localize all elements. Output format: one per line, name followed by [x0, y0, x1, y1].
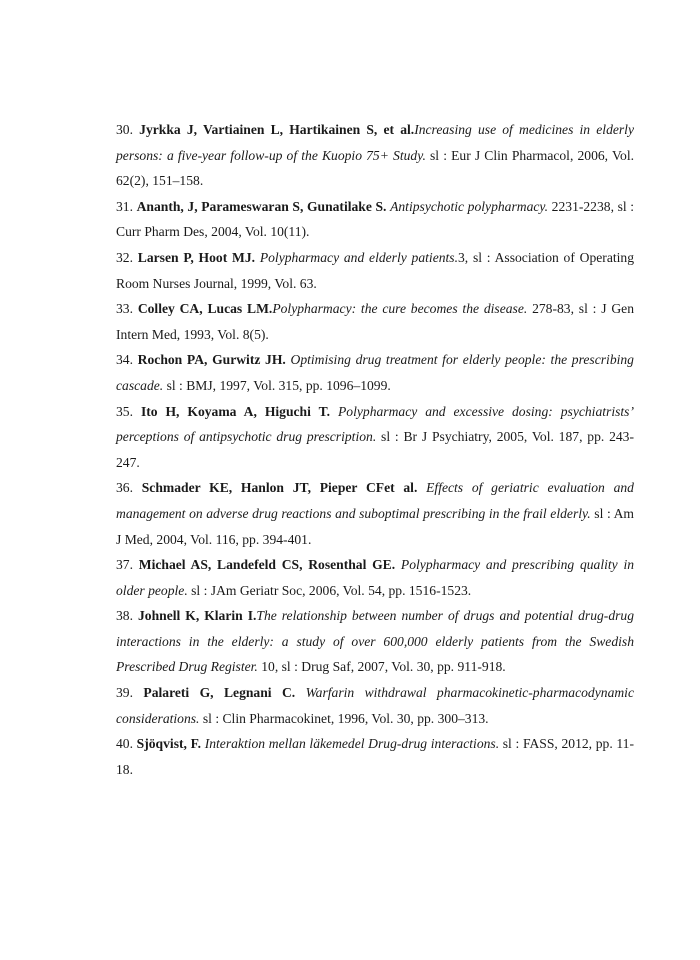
reference-number: 31.	[116, 198, 133, 214]
reference-source: sl : Clin Pharmacokinet, 1996, Vol. 30, pp. 300–313.	[199, 710, 489, 726]
reference-source: 10, sl : Drug Saf, 2007, Vol. 30, pp. 911-918.	[257, 659, 506, 675]
reference-source: 3, sl : Association of Operating Room Nurses Journal, 1999, Vol. 63.	[116, 249, 635, 291]
reference-31	[116, 194, 634, 245]
reference-source: 2231-2238, sl : Curr Pharm Des, 2004, Vol. 10(11).	[116, 198, 635, 240]
reference-authors: Johnell K, Klarin I.	[137, 608, 257, 624]
reference-source: sl : BMJ, 1997, Vol. 315, pp. 1096–1099.	[163, 377, 391, 393]
reference-source: 278-83, sl : J Gen Intern Med, 1993, Vol. 8(5).	[116, 301, 635, 342]
reference-number: 33.	[116, 301, 133, 317]
reference-title: Polypharmacy and elderly patients.	[259, 249, 458, 265]
reference-title: The relationship between number of drugs and potential drug-drug interactions in the elderly: a study of over 600,000 elderly patients from the Swedish Prescribed Drug Register.	[116, 608, 634, 675]
reference-title: Polypharmacy and prescribing quality in older people.	[116, 557, 635, 598]
reference-source: sl : Eur J Clin Pharmacol, 2006, Vol. 62(2), 151–158.	[116, 147, 634, 189]
reference-source: sl : FASS, 2012, pp. 11-18.	[116, 736, 635, 777]
reference-authors: Michael AS, Landefeld CS, Rosenthal GE.	[138, 557, 396, 573]
reference-title: Optimising drug treatment for elderly people: the prescribing cascade.	[116, 352, 634, 393]
reference-authors: Jyrkka J, Vartiainen L, Hartikainen S, et al.	[139, 122, 415, 137]
reference-authors: Ananth, J, Parameswaran S, Gunatilake S.	[136, 198, 387, 214]
reference-title: Increasing use of medicines in elderly persons: a five-year follow-up of the Kuopio 75+ Study.	[116, 122, 634, 163]
reference-authors: Sjöqvist, F.	[136, 736, 202, 752]
reference-39	[116, 680, 634, 731]
reference-number: 40.	[116, 736, 133, 752]
reference-authors: Larsen P, Hoot MJ.	[137, 249, 256, 265]
reference-number: 39.	[116, 685, 133, 701]
reference-number: 34.	[116, 352, 133, 368]
reference-30	[116, 117, 634, 194]
reference-title: Antipsychotic polypharmacy.	[390, 198, 549, 214]
reference-number: 37.	[116, 557, 133, 573]
reference-38	[116, 603, 634, 680]
reference-number: 30.	[116, 122, 133, 137]
reference-number: 32.	[116, 249, 133, 265]
reference-32	[116, 245, 634, 296]
reference-35	[116, 399, 634, 476]
reference-authors: Palareti G, Legnani C.	[143, 685, 296, 701]
reference-36	[116, 475, 634, 552]
reference-number: 35.	[116, 403, 133, 419]
reference-33	[116, 296, 634, 347]
reference-source: sl : Am J Med, 2004, Vol. 116, pp. 394-401.	[116, 505, 634, 547]
reference-34	[116, 347, 634, 398]
reference-title: Interaktion mellan läkemedel Drug-drug interactions.	[204, 736, 500, 752]
reference-source: sl : Br J Psychiatry, 2005, Vol. 187, pp. 243-247.	[116, 429, 634, 470]
reference-40	[116, 731, 634, 782]
reference-list	[116, 117, 634, 782]
reference-title: Polypharmacy and excessive dosing: psychiatrists’ perceptions of antipsychotic drug prescription.	[116, 403, 634, 445]
reference-authors: Colley CA, Lucas LM.	[137, 301, 273, 317]
reference-title: Effects of geriatric evaluation and management on adverse drug reactions and suboptimal prescribing in the frail elderly.	[116, 480, 634, 521]
reference-number: 36.	[116, 480, 133, 496]
reference-title: Polypharmacy: the cure becomes the disease.	[272, 301, 528, 317]
reference-37	[116, 552, 634, 603]
reference-authors: Ito H, Koyama A, Higuchi T.	[140, 403, 331, 419]
reference-title: Warfarin withdrawal pharmacokinetic-pharmacodynamic considerations.	[116, 685, 634, 726]
reference-number: 38.	[116, 608, 133, 624]
reference-authors: Rochon PA, Gurwitz JH.	[137, 352, 286, 368]
reference-authors: Schmader KE, Hanlon JT, Pieper CFet al.	[141, 480, 418, 496]
reference-source: sl : JAm Geriatr Soc, 2006, Vol. 54, pp. 1516-1523.	[187, 582, 472, 598]
